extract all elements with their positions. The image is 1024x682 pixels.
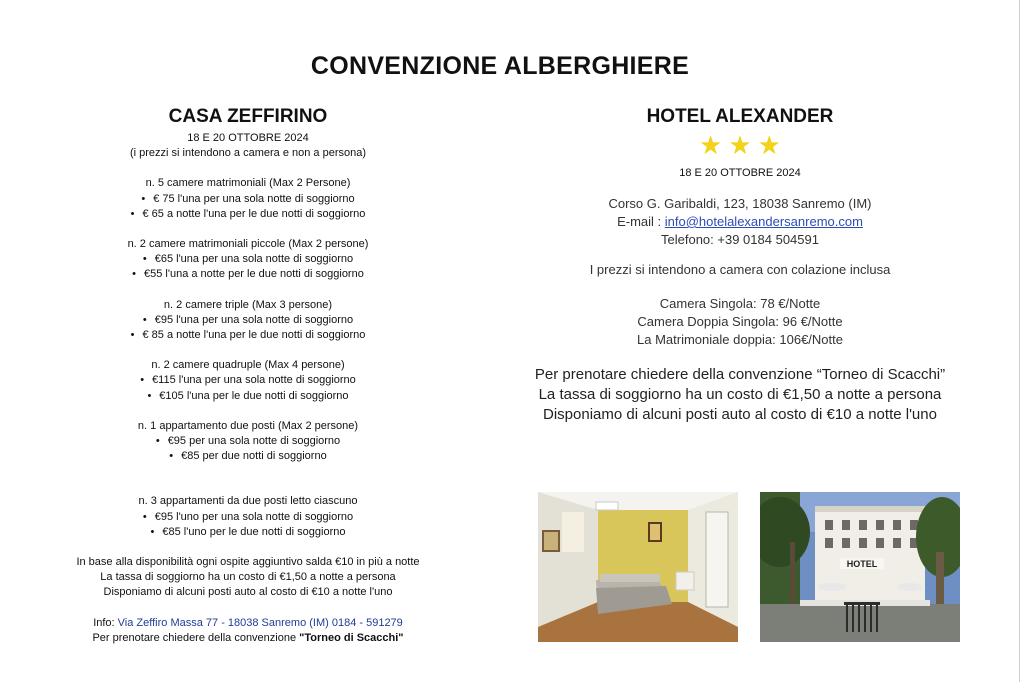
hotel-exterior-photo <box>760 492 960 642</box>
hotel-prices <box>500 295 980 349</box>
room-group <box>48 419 448 465</box>
casa-info <box>48 616 448 646</box>
room-group <box>48 237 448 283</box>
room-heading: n. 2 camere triple (Max 3 persone) <box>163 298 333 311</box>
room-price: • € 85 a notte l'una per le due notti di soggiorno <box>48 328 448 343</box>
hotel-contacts <box>500 195 980 249</box>
hotel-conditions <box>500 365 980 425</box>
hotel-address: Corso G. Garibaldi, 123, 18038 Sanremo (IM) <box>608 196 872 211</box>
hotel-title: HOTEL ALEXANDER <box>646 106 834 127</box>
price-line: Camera Doppia Singola: 96 €/Notte <box>637 314 843 329</box>
room-group <box>48 176 448 222</box>
price-line: Camera Singola: 78 €/Notte <box>659 296 821 311</box>
page-border <box>1019 0 1020 682</box>
email-label: E-mail : <box>617 214 665 229</box>
info-address: Via Zeffiro Massa 77 - 18038 Sanremo (IM) 0184 - 591279 <box>117 616 403 629</box>
hotel-alexander-section <box>500 105 980 425</box>
price-line: La Matrimoniale doppia: 106€/Notte <box>637 332 843 347</box>
room-heading: n. 1 appartamento due posti (Max 2 persone) <box>137 419 359 432</box>
room-heading: n. 3 appartamenti da due posti letto ciascuno <box>138 495 358 508</box>
room-price: • € 75 l'una per una sola notte di soggiorno <box>48 192 448 207</box>
casa-zeffirino-section <box>48 105 448 646</box>
room-heading: n. 2 camere matrimoniali piccole (Max 2 persone) <box>127 238 369 251</box>
email-link[interactable]: info@hotelalexandersanremo.com <box>664 214 863 229</box>
star-rating <box>500 131 980 159</box>
room-price: • €85 l'uno per le due notti di soggiorno <box>48 525 448 540</box>
casa-note: (i prezzi si intendono a camera e non a persona) <box>129 147 367 160</box>
room-price: • € 65 a notte l'una per le due notti di soggiorno <box>48 207 448 222</box>
star-icon: ★ <box>757 130 781 160</box>
room-price: • €95 l'una per una sola notte di soggiorno <box>48 313 448 328</box>
room-price: • €105 l'una per le due notti di soggiorno <box>48 389 448 404</box>
page-title: CONVENZIONE ALBERGHIERE <box>310 52 690 80</box>
room-group <box>48 358 448 404</box>
room-heading: n. 5 camere matrimoniali (Max 2 Persone) <box>145 177 351 190</box>
booking-text: Per prenotare chiedere della convenzione <box>92 631 300 644</box>
hotel-phone: Telefono: +39 0184 504591 <box>661 232 819 247</box>
room-heading: n. 2 camere quadruple (Max 4 persone) <box>151 359 345 372</box>
condition-line: Disponiamo di alcuni posti auto al costo di €10 a notte l'uno <box>103 586 393 599</box>
condition-line: In base alla disponibilità ogni ospite aggiuntivo salda €10 in più a notte <box>76 556 420 569</box>
casa-conditions <box>48 555 448 601</box>
room-group <box>48 298 448 344</box>
room-price: • €65 l'una per una sola notte di soggiorno <box>48 252 448 267</box>
casa-zeffirino-title: CASA ZEFFIRINO <box>168 106 328 127</box>
room-price: • €95 per una sola notte di soggiorno <box>48 434 448 449</box>
room-price: • €115 l'una per una sola notte di soggiorno <box>48 373 448 388</box>
booking-convention-name: "Torneo di Scacchi" <box>299 631 404 644</box>
condition-line: La tassa di soggiorno ha un costo di €1,50 a notte a persona <box>100 571 396 584</box>
condition-line: Disponiamo di alcuni posti auto al costo di €10 a notte l'uno <box>543 406 937 423</box>
room-price: • €85 per due notti di soggiorno <box>48 449 448 464</box>
condition-line: La tassa di soggiorno ha un costo di €1,50 a notte a persona <box>538 386 942 403</box>
hotel-sign: HOTEL <box>846 559 878 569</box>
condition-line: Per prenotare chiedere della convenzione “Torneo di Scacchi” <box>534 366 946 383</box>
star-icon: ★ <box>699 130 723 160</box>
room-photo <box>538 492 738 642</box>
hotel-date: 18 E 20 OTTOBRE 2024 <box>679 167 801 179</box>
room-price: • €55 l'una a notte per le due notti di soggiorno <box>48 267 448 282</box>
room-price: • €95 l'uno per una sola notte di soggiorno <box>48 510 448 525</box>
star-icon: ★ <box>728 130 752 160</box>
breakfast-note: I prezzi si intendono a camera con colazione inclusa <box>589 262 891 277</box>
casa-date: 18 E 20 OTTOBRE 2024 <box>187 132 309 144</box>
info-label: Info: <box>93 616 118 629</box>
room-group <box>48 494 448 540</box>
